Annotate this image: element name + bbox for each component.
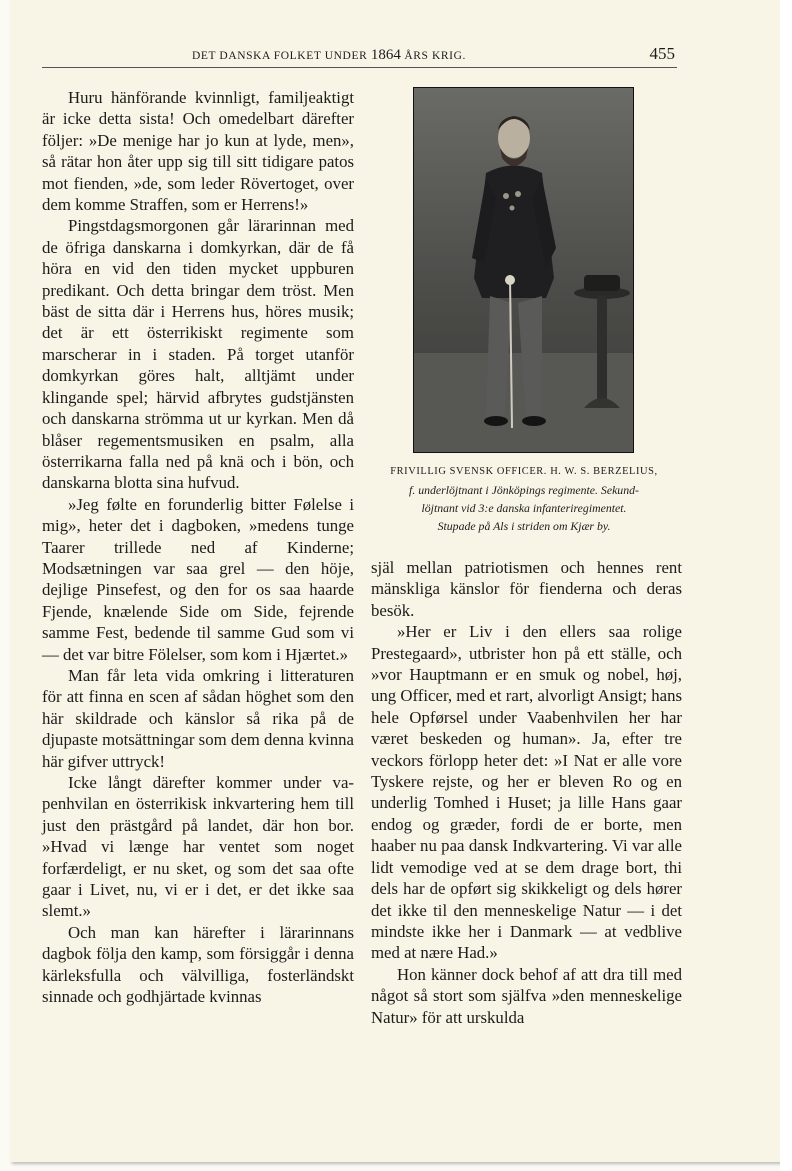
- left-column: [42, 87, 354, 1007]
- running-header: [42, 44, 677, 68]
- paragraph: Man får leta vida omkring i litteraturen för att finna en scen af sådan höghet som den här skildrade och känslor så rika på de djupaste motsättningar som dem denna kvinna här gifver uttryck!: [42, 665, 354, 771]
- paragraph: Hon känner dock behof af att dra till med något så stort som själfva »den menneskelige Natur» för att urskulda: [371, 964, 682, 1027]
- caption-line: FRIVILLIG SVENSK OFFICER. H. W. S. BERZELIUS,: [390, 466, 658, 477]
- running-title: DET DANSKA FOLKET UNDER 1864 ÅRS KRIG.: [192, 47, 466, 63]
- paragraph: Icke långt därefter kommer under vapenhvilan en österrikisk inkvartering hem till just den prästgård på landet, där hon bor. »Hvad vi længe har ventet som noget forfærdeligt, er nu sket, og som det saa ofte gaar i Livet, nu, vi er i det, er det ikke saa slemt.»: [42, 773, 354, 921]
- page-number: 455: [649, 44, 675, 63]
- caption-line: löjtnant vid 3:e danska infanteriregimentet.: [421, 501, 627, 515]
- paragraph: Huru hänförande kvinnligt, familjeaktigt är icke detta sista! Och omedelbart därefter följer: »De menige har jo kun at lyde, men», så rätar hon åter upp sig till sitt tidigare patos mot fienden, »de, som leder Rövertoget, over dem komme Straffen, som er Herrens!»: [42, 88, 354, 215]
- paragraph: Pingstdagsmorgonen går lärarinnan med de öfriga danskarna i domkyrkan, där de få höra en vid den tiden mycket uppburen predikant. Och detta bringar dem tröst. Men bäst de sitta där i Herrens hus, höres musik; det är ett österrikiskt regimente som marscherar in i staden. På torget utanför domkyrkan göres halt, alltjämt under klingande spel; härvid afbrytes gudstjänsten och danskarna strömma ut ur kyrkan. Men då blåser regementsmusiken en psalm, alla österrikarna falla ned på knä och i bön, och danskarna blotta sina hufvud.: [42, 216, 354, 493]
- officer-portrait-image: [414, 88, 633, 452]
- caption-line: Stupade på Als i striden om Kjær by.: [437, 519, 611, 533]
- paragraph: »Jeg følte en forunderlig bitter Følelse i mig», heter det i dagboken, »medens tunge Taarer trillede ned af Kinderne; Modsætningen var saa grel — den höje, dejlige Pinsefest, og den for os saa haarde Fjende, knælende Side om Side, fejrende samme Fest, bedende til samme Gud som vi — det var bitre Fölelser, som kom i Hjærtet.»: [42, 494, 354, 664]
- right-column: [371, 557, 682, 1028]
- figure-caption: [368, 463, 680, 535]
- paragraph: Och man kan härefter i lärarinnans dagbok följa den kamp, som försiggår i denna kärleksfulla och välvilliga, fosterländskt sinnade och godhjärtade kvinnas: [42, 922, 354, 1007]
- caption-line: f. underlöjtnant i Jönköpings regimente. Sekund-: [409, 483, 639, 497]
- paragraph: »Her er Liv i den ellers saa rolige Prestegaard», utbrister hon på ett ställe, och »vor Hauptmann er en smuk og nobel, høj, ung Officer, med et rart, alvorligt Ansigt; hans hele Opførsel under Vaabenhvilen her har været beskeden og human». Ja, efter tre veckors förlopp heter det: »I Nat er alle vore Tyskere rejste, og her er bleven Ro og en underlig Tomhed i Huset; ja lille Hans gaar endog og græder, fordi de er borte, men haaber nu paa dansk Indkvartering. Vi var alle lidt vemodige ved at se dem drage bort, thi dels har de opført sig skikkeligt og dels hører det ikke til den menneskelige Natur — i det mindste ikke her i Danmark — at vedblive med at nære Had.»: [371, 622, 682, 963]
- officer-portrait-photo: [413, 87, 634, 453]
- paragraph: själ mellan patriotismen och hennes rent mänskliga känslor för fienderna och deras besök.: [371, 558, 682, 620]
- scan-margin: [780, 0, 792, 1171]
